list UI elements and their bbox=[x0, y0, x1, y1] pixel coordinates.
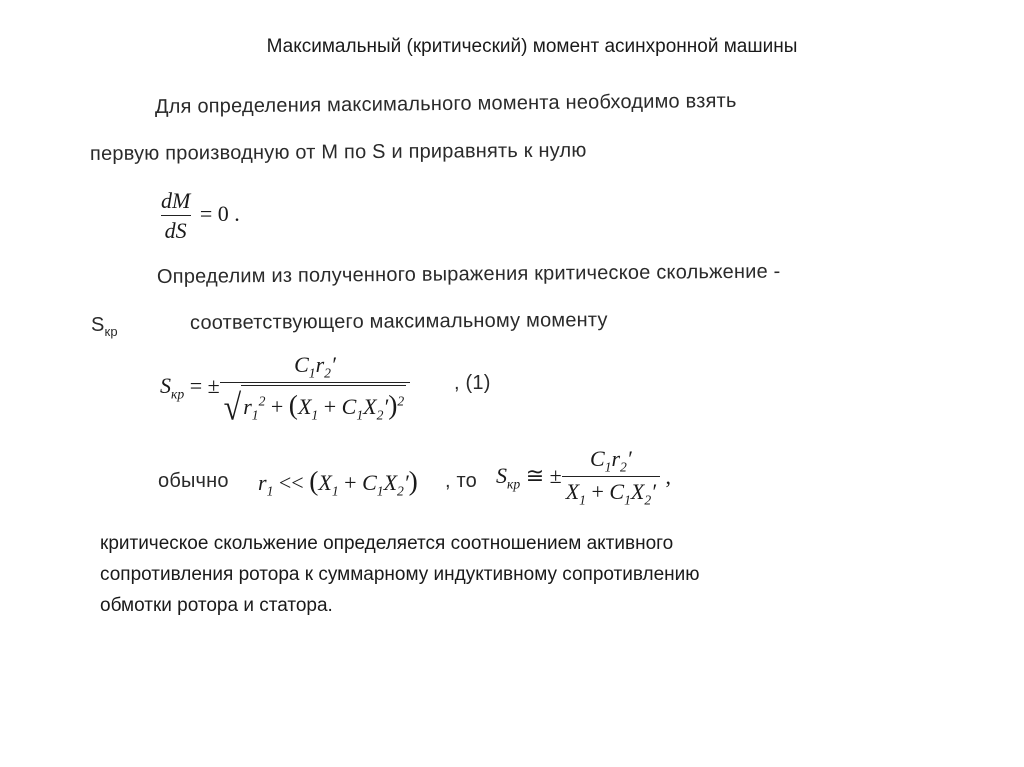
usually-word: обычно bbox=[158, 470, 229, 492]
formula1-fraction: $C_1r_2'$ √ $r_1^2 + (X_1 + C_1X_2')^2$ bbox=[220, 352, 411, 424]
slide-title: Максимальный (критический) момент асинхронной машины bbox=[266, 36, 798, 57]
derivative-equation bbox=[157, 188, 240, 244]
derivative-denominator: dS bbox=[161, 215, 191, 244]
skr-subscript: кр bbox=[104, 324, 118, 339]
define-line-1: Определим из полученного выражения критическое скольжение - bbox=[156, 260, 781, 288]
skr-label bbox=[91, 314, 118, 339]
note-line: критическое скольжение определяется соотношением активного bbox=[100, 533, 674, 554]
formula1-lhs: $S_{кр}$ = ± bbox=[160, 373, 220, 402]
then-word: , то bbox=[445, 470, 477, 492]
note-line: сопротивления ротора к суммарному индуктивному сопротивлению bbox=[100, 564, 700, 585]
intro-line-1: Для определения максимального момента необходимо взять bbox=[154, 89, 737, 118]
derivative-rhs: = 0 . bbox=[199, 201, 240, 227]
note-text bbox=[100, 528, 700, 621]
derivative-numerator: dM bbox=[161, 188, 191, 213]
note-line: обмотки ротора и статора. bbox=[100, 595, 333, 616]
critical-slip-formula bbox=[160, 352, 410, 428]
approx-condition: $r_1 << (X_1 + C_1X_2')$ bbox=[258, 465, 418, 499]
formula1-number: , (1) bbox=[454, 372, 491, 394]
intro-line-2: первую производную от М по S и приравнять к нулю bbox=[89, 139, 587, 165]
approx-formula: $S_{кр}$ ≅ ± $\frac{C_1r_2'}{X_1 + C_1X_2'}$ , bbox=[496, 446, 671, 508]
define-line-2: соответствующего максимальному моменту bbox=[189, 309, 608, 334]
skr-letter: S bbox=[91, 314, 105, 336]
